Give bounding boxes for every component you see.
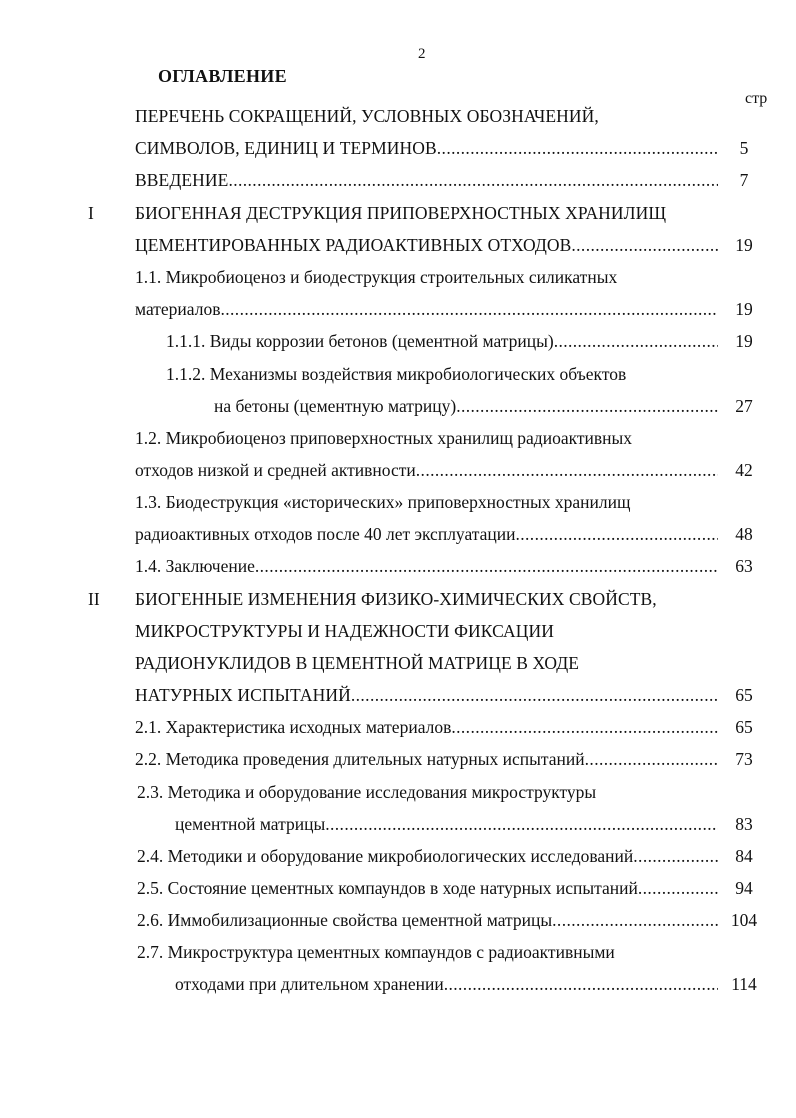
toc-entry-s1-4[interactable] — [135, 554, 718, 578]
toc-s2-5-label: 2.5. Состояние цементных компаундов в ходе натурных испытаний — [137, 878, 638, 898]
toc-s1-1-2-line1: 1.1.2. Механизмы воздействия микробиологических объектов — [166, 364, 627, 384]
toc-entry-s2-4[interactable] — [137, 844, 718, 868]
leader-dots — [456, 394, 718, 418]
toc-page-ch1: 19 — [735, 235, 753, 255]
toc-ch1-line1: БИОГЕННАЯ ДЕСТРУКЦИЯ ПРИПОВЕРХНОСТНЫХ ХРАНИЛИЩ — [135, 203, 667, 223]
leader-dots — [255, 554, 718, 578]
toc-entry-intro[interactable] — [135, 168, 718, 192]
toc-s1-1-line2: материалов — [135, 299, 221, 319]
toc-abbrev-line1: ПЕРЕЧЕНЬ СОКРАЩЕНИЙ, УСЛОВНЫХ ОБОЗНАЧЕНИЙ, — [135, 106, 599, 126]
toc-entry-s2-7[interactable] — [175, 972, 718, 996]
toc-page-s1-1-1: 19 — [735, 331, 753, 351]
toc-s2-1-label: 2.1. Характеристика исходных материалов — [135, 717, 452, 737]
toc-page-s1-4: 63 — [735, 556, 753, 576]
toc-s2-6-label: 2.6. Иммобилизационные свойства цементной матрицы — [137, 910, 553, 930]
toc-entry-ch2[interactable] — [135, 683, 718, 707]
toc-page-s2-5: 94 — [735, 878, 753, 898]
toc-page-abbrev: 5 — [739, 138, 749, 158]
page-number: 2 — [418, 46, 426, 62]
toc-s1-1-2-line2: на бетоны (цементную матрицу) — [214, 396, 457, 416]
toc-page-s2-2: 73 — [735, 749, 753, 769]
leader-dots — [228, 168, 718, 192]
toc-s2-7-line2: отходами при длительном хранении — [175, 974, 444, 994]
toc-page-s2-4: 84 — [735, 846, 753, 866]
toc-s1-3-line2: радиоактивных отходов после 40 лет эксплуатации — [135, 524, 516, 544]
leader-dots — [633, 844, 718, 868]
leader-dots — [554, 329, 718, 353]
toc-entry-ch1[interactable] — [135, 233, 718, 257]
toc-s2-2-label: 2.2. Методика проведения длительных натурных испытаний — [135, 749, 585, 769]
toc-s1-1-1-label: 1.1.1. Виды коррозии бетонов (цементной матрицы) — [166, 331, 554, 351]
leader-dots — [416, 458, 718, 482]
chapter-number-1: I — [88, 203, 94, 223]
toc-page-s1-3: 48 — [735, 524, 753, 544]
toc-page-intro: 7 — [739, 170, 749, 190]
toc-abbrev-line2: СИМВОЛОВ, ЕДИНИЦ И ТЕРМИНОВ — [135, 138, 437, 158]
leader-dots — [552, 908, 718, 932]
toc-entry-s2-5[interactable] — [137, 876, 718, 900]
toc-s2-4-label: 2.4. Методики и оборудование микробиологических исследований — [137, 846, 634, 866]
leader-dots — [325, 812, 718, 836]
toc-s1-3-line1: 1.3. Биодеструкция «исторических» приповерхностных хранилищ — [135, 492, 631, 512]
toc-page-s1-1-2: 27 — [735, 396, 753, 416]
toc-entry-s1-1-2[interactable] — [214, 394, 718, 418]
toc-page-s1-2: 42 — [735, 460, 753, 480]
toc-ch2-line3: РАДИОНУКЛИДОВ В ЦЕМЕНТНОЙ МАТРИЦЕ В ХОДЕ — [135, 653, 580, 673]
toc-entry-abbrev[interactable] — [135, 136, 718, 160]
toc-entry-s2-1[interactable] — [135, 715, 718, 739]
toc-ch2-line4: НАТУРНЫХ ИСПЫТАНИЙ — [135, 685, 351, 705]
toc-s1-1-line1: 1.1. Микробиоценоз и биодеструкция строительных силикатных — [135, 267, 618, 287]
toc-s1-2-line2: отходов низкой и средней активности — [135, 460, 416, 480]
page-column-header: стр — [745, 90, 768, 107]
toc-entry-s2-6[interactable] — [137, 908, 718, 932]
leader-dots — [351, 683, 718, 707]
toc-page-s2-3: 83 — [735, 814, 753, 834]
toc-s1-4-label: 1.4. Заключение — [135, 556, 255, 576]
toc-entry-s2-2[interactable] — [135, 747, 718, 771]
toc-entry-s1-3[interactable] — [135, 522, 718, 546]
toc-s1-2-line1: 1.2. Микробиоценоз приповерхностных хранилищ радиоактивных — [135, 428, 633, 448]
toc-s2-7-line1: 2.7. Микроструктура цементных компаундов с радиоактивными — [137, 942, 615, 962]
toc-s2-3-line1: 2.3. Методика и оборудование исследования микроструктуры — [137, 782, 597, 802]
leader-dots — [444, 972, 718, 996]
leader-dots — [571, 233, 718, 257]
toc-entry-s1-1-1[interactable] — [166, 329, 718, 353]
leader-dots — [437, 136, 718, 160]
page-title: ОГЛАВЛЕНИЕ — [158, 66, 287, 86]
toc-page-ch2: 65 — [735, 685, 753, 705]
toc-page-s2-7: 114 — [731, 974, 757, 994]
toc-entry-s2-3[interactable] — [175, 812, 718, 836]
leader-dots — [451, 715, 718, 739]
toc-entry-s1-2[interactable] — [135, 458, 718, 482]
toc-ch1-line2: ЦЕМЕНТИРОВАННЫХ РАДИОАКТИВНЫХ ОТХОДОВ — [135, 235, 572, 255]
toc-entry-s1-1[interactable] — [135, 297, 718, 321]
toc-s2-3-line2: цементной матрицы — [175, 814, 326, 834]
toc-page-s2-6: 104 — [730, 910, 758, 930]
toc-intro-label: ВВЕДЕНИЕ — [135, 170, 229, 190]
toc-page-s2-1: 65 — [735, 717, 753, 737]
leader-dots — [220, 297, 718, 321]
leader-dots — [638, 876, 718, 900]
toc-ch2-line2: МИКРОСТРУКТУРЫ И НАДЕЖНОСТИ ФИКСАЦИИ — [135, 621, 554, 641]
leader-dots — [585, 747, 718, 771]
chapter-number-2: II — [88, 589, 100, 609]
leader-dots — [515, 522, 718, 546]
toc-ch2-line1: БИОГЕННЫЕ ИЗМЕНЕНИЯ ФИЗИКО-ХИМИЧЕСКИХ СВОЙСТВ, — [135, 589, 657, 609]
toc-page-s1-1: 19 — [735, 299, 753, 319]
